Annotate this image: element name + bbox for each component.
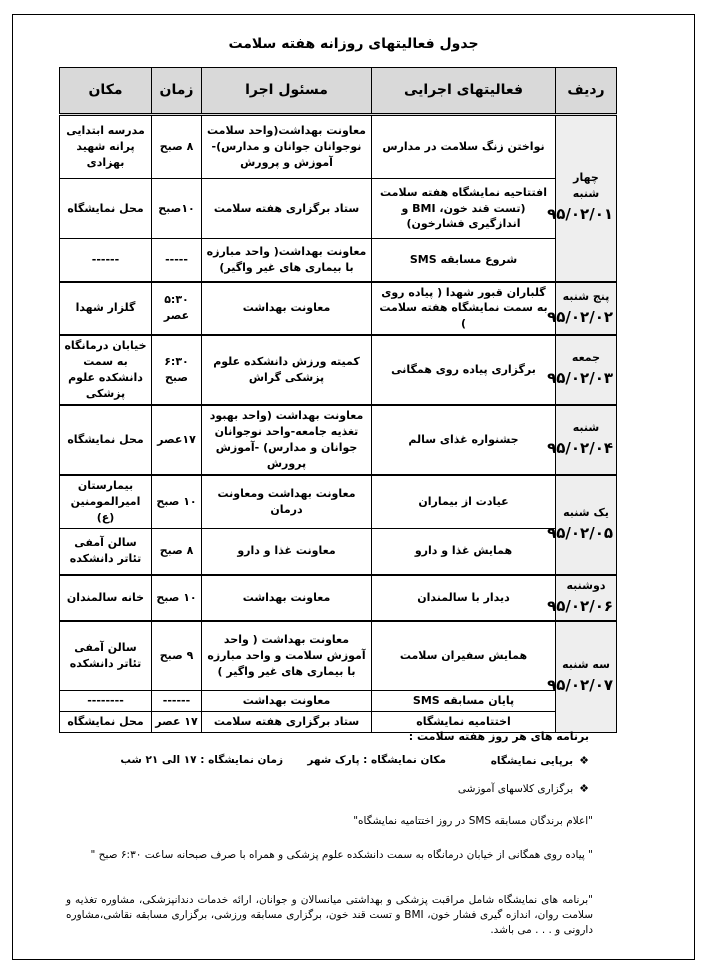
note-sms: "اعلام برندگان مسابقه SMS در روز اختتامیه نمایشگاه"	[353, 815, 593, 827]
table-row	[60, 475, 617, 528]
activity-cell: اختتامیه نمایشگاه	[372, 712, 556, 733]
place-cell: خانه سالمندان	[60, 575, 152, 621]
exhibition-time: زمان نمایشگاه : ۱۷ الی ۲۱ شب	[120, 754, 283, 766]
activity-cell: برگزاری پیاده روی همگانی	[372, 335, 556, 405]
day-cell	[547, 575, 617, 621]
table-row	[60, 335, 617, 405]
exhibition-label: برپایی نمایشگاه	[490, 755, 574, 767]
day-date: ۹۵/۰۲/۰۱	[547, 205, 613, 224]
day-date: ۹۵/۰۲/۰۳	[547, 369, 613, 388]
activity-cell: جشنواره غذای سالم	[372, 405, 556, 475]
header-activity: فعالیتهای اجرایی	[372, 68, 556, 115]
activity-cell: عیادت از بیماران	[372, 475, 556, 528]
schedule-table	[59, 67, 617, 733]
note-walk: " پیاده روی همگانی از خیابان درمانگاه به سمت دانشکده علوم پزشکی و همراه با صرف صبحانه ساعت ۶:۳۰ صبح "	[90, 849, 593, 861]
activity-cell: نواختن زنگ سلامت در مدارس	[372, 115, 556, 179]
header-time: زمان	[152, 68, 202, 115]
page-title: جدول فعالیتهای روزانه هفته سلامت	[228, 36, 479, 52]
table-row	[60, 575, 617, 621]
header-place: مکان	[60, 68, 152, 115]
place-cell: محل نمایشگاه	[60, 712, 152, 733]
time-cell: ۶:۳۰ صبح	[152, 335, 202, 405]
day-date: ۹۵/۰۲/۰۵	[547, 524, 613, 543]
responsible-cell: معاونت غذا و دارو	[202, 528, 372, 575]
day-name: چهار شنبه	[572, 171, 600, 201]
responsible-cell: معاونت بهداشت ( واحد آموزش سلامت و واحد مبارزه با بیماری های غیر واگیر )	[202, 621, 372, 691]
day-cell	[547, 405, 617, 475]
day-cell	[547, 282, 617, 336]
time-cell: ۱۷عصر	[152, 405, 202, 475]
day-name: جمعه	[571, 351, 601, 365]
table-row	[60, 691, 617, 712]
time-cell: ------	[152, 691, 202, 712]
notes-heading: برنامه های هر روز هفته سلامت :	[408, 730, 589, 743]
diamond-bullet-icon: ❖	[579, 754, 589, 767]
table-row	[60, 239, 617, 282]
responsible-cell: معاونت بهداشت(واحد سلامت نوجوانان جوانان و مدارس)- آموزش و پرورش	[202, 115, 372, 179]
activity-cell: همایش سفیران سلامت	[372, 621, 556, 691]
table-row	[60, 405, 617, 475]
header-row-col: ردیف	[556, 68, 617, 115]
responsible-cell: معاونت بهداشت	[202, 282, 372, 336]
day-name: شنبه	[572, 421, 600, 435]
time-cell: -----	[152, 239, 202, 282]
activity-cell: همایش غذا و دارو	[372, 528, 556, 575]
place-cell: خیابان درمانگاه به سمت دانشکده علوم پزشکی	[60, 335, 152, 405]
table-row	[60, 528, 617, 575]
day-name: یک شنبه	[563, 506, 609, 520]
time-cell: ۱۰ صبح	[152, 475, 202, 528]
time-cell: ۱۰صبح	[152, 179, 202, 239]
activity-cell: دیدار با سالمندان	[372, 575, 556, 621]
place-cell: مدرسه ابتدایی پرانه شهید بهزادی	[60, 115, 152, 179]
activity-cell: پایان مسابقه SMS	[372, 691, 556, 712]
time-cell: ۸ صبح	[152, 115, 202, 179]
table-row	[60, 621, 617, 691]
bullet-exhibition	[491, 754, 589, 767]
place-cell: محل نمایشگاه	[60, 179, 152, 239]
exhibition-place: مکان نمایشگاه : پارک شهر	[307, 754, 446, 766]
day-date: ۹۵/۰۲/۰۷	[547, 676, 613, 695]
activity-cell: افتتاحیه نمایشگاه هفته سلامت (تست قند خون، BMI و اندازگیری فشارخون)	[372, 179, 556, 239]
activity-cell: شروع مسابقه SMS	[372, 239, 556, 282]
responsible-cell: معاونت بهداشت	[202, 691, 372, 712]
table-row	[60, 282, 617, 336]
day-cell	[547, 621, 617, 733]
responsible-cell: معاونت بهداشت (واحد بهبود تغذیه جامعه-واحد نوجوانان جوانان و مدارس) -آموزش پرورش	[202, 405, 372, 475]
header-row	[60, 68, 617, 115]
time-cell: ۹ صبح	[152, 621, 202, 691]
day-name: دوشنبه	[566, 579, 606, 593]
place-cell: ------	[60, 239, 152, 282]
bullet-classes	[458, 782, 589, 795]
place-cell: بیمارستان امیرالمومنین (ع)	[60, 475, 152, 528]
day-name: پنج شنبه	[562, 289, 610, 303]
day-date: ۹۵/۰۲/۰۴	[547, 439, 613, 458]
day-date: ۹۵/۰۲/۰۲	[547, 307, 613, 326]
place-cell: سالن آمفی تئاتر دانشکده	[60, 528, 152, 575]
responsible-cell: کمیته ورزش دانشکده علوم پزشکی گراش	[202, 335, 372, 405]
time-cell: ۸ صبح	[152, 528, 202, 575]
responsible-cell: معاونت بهداشت ومعاونت درمان	[202, 475, 372, 528]
classes-label: برگزاری کلاسهای آموزشی	[457, 783, 574, 795]
time-cell: ۱۰ صبح	[152, 575, 202, 621]
header-responsible: مسئول اجرا	[202, 68, 372, 115]
day-cell	[547, 115, 617, 282]
time-cell: ۵:۳۰ عصر	[152, 282, 202, 336]
note-exhibition-program: "برنامه های نمایشگاه شامل مراقبت پزشکی و بهداشتی میانسالان و جوانان، ارائه خدمات دندانپزشکی، مشاوره تغذیه و سلامت روان، اندازه گیری فشار خون، BMI و تست قند خون، برگزاری مسابقه ورزشی، برگزاری مسابقه نقاشی،مشاوره دارونی و . . . می باشد.	[66, 894, 594, 937]
place-cell: --------	[60, 691, 152, 712]
table-row	[60, 115, 617, 179]
activity-cell: گلباران قبور شهدا ( پیاده روی به سمت نمایشگاه هفته سلامت )	[372, 282, 556, 336]
day-cell	[547, 475, 617, 575]
day-date: ۹۵/۰۲/۰۶	[547, 597, 613, 616]
responsible-cell: معاونت بهداشت( واحد مبارزه با بیماری های غیر واگیر)	[202, 239, 372, 282]
responsible-cell: ستاد برگزاری هفته سلامت	[202, 179, 372, 239]
responsible-cell: ستاد برگزاری هفته سلامت	[202, 712, 372, 733]
table-row	[60, 179, 617, 239]
place-cell: سالن آمفی تئاتر دانشکده	[60, 621, 152, 691]
time-cell: ۱۷ عصر	[152, 712, 202, 733]
responsible-cell: معاونت بهداشت	[202, 575, 372, 621]
place-cell: محل نمایشگاه	[60, 405, 152, 475]
day-name: سه شنبه	[562, 658, 610, 672]
day-cell	[547, 335, 617, 405]
place-cell: گلزار شهدا	[60, 282, 152, 336]
diamond-bullet-icon: ❖	[579, 782, 589, 795]
